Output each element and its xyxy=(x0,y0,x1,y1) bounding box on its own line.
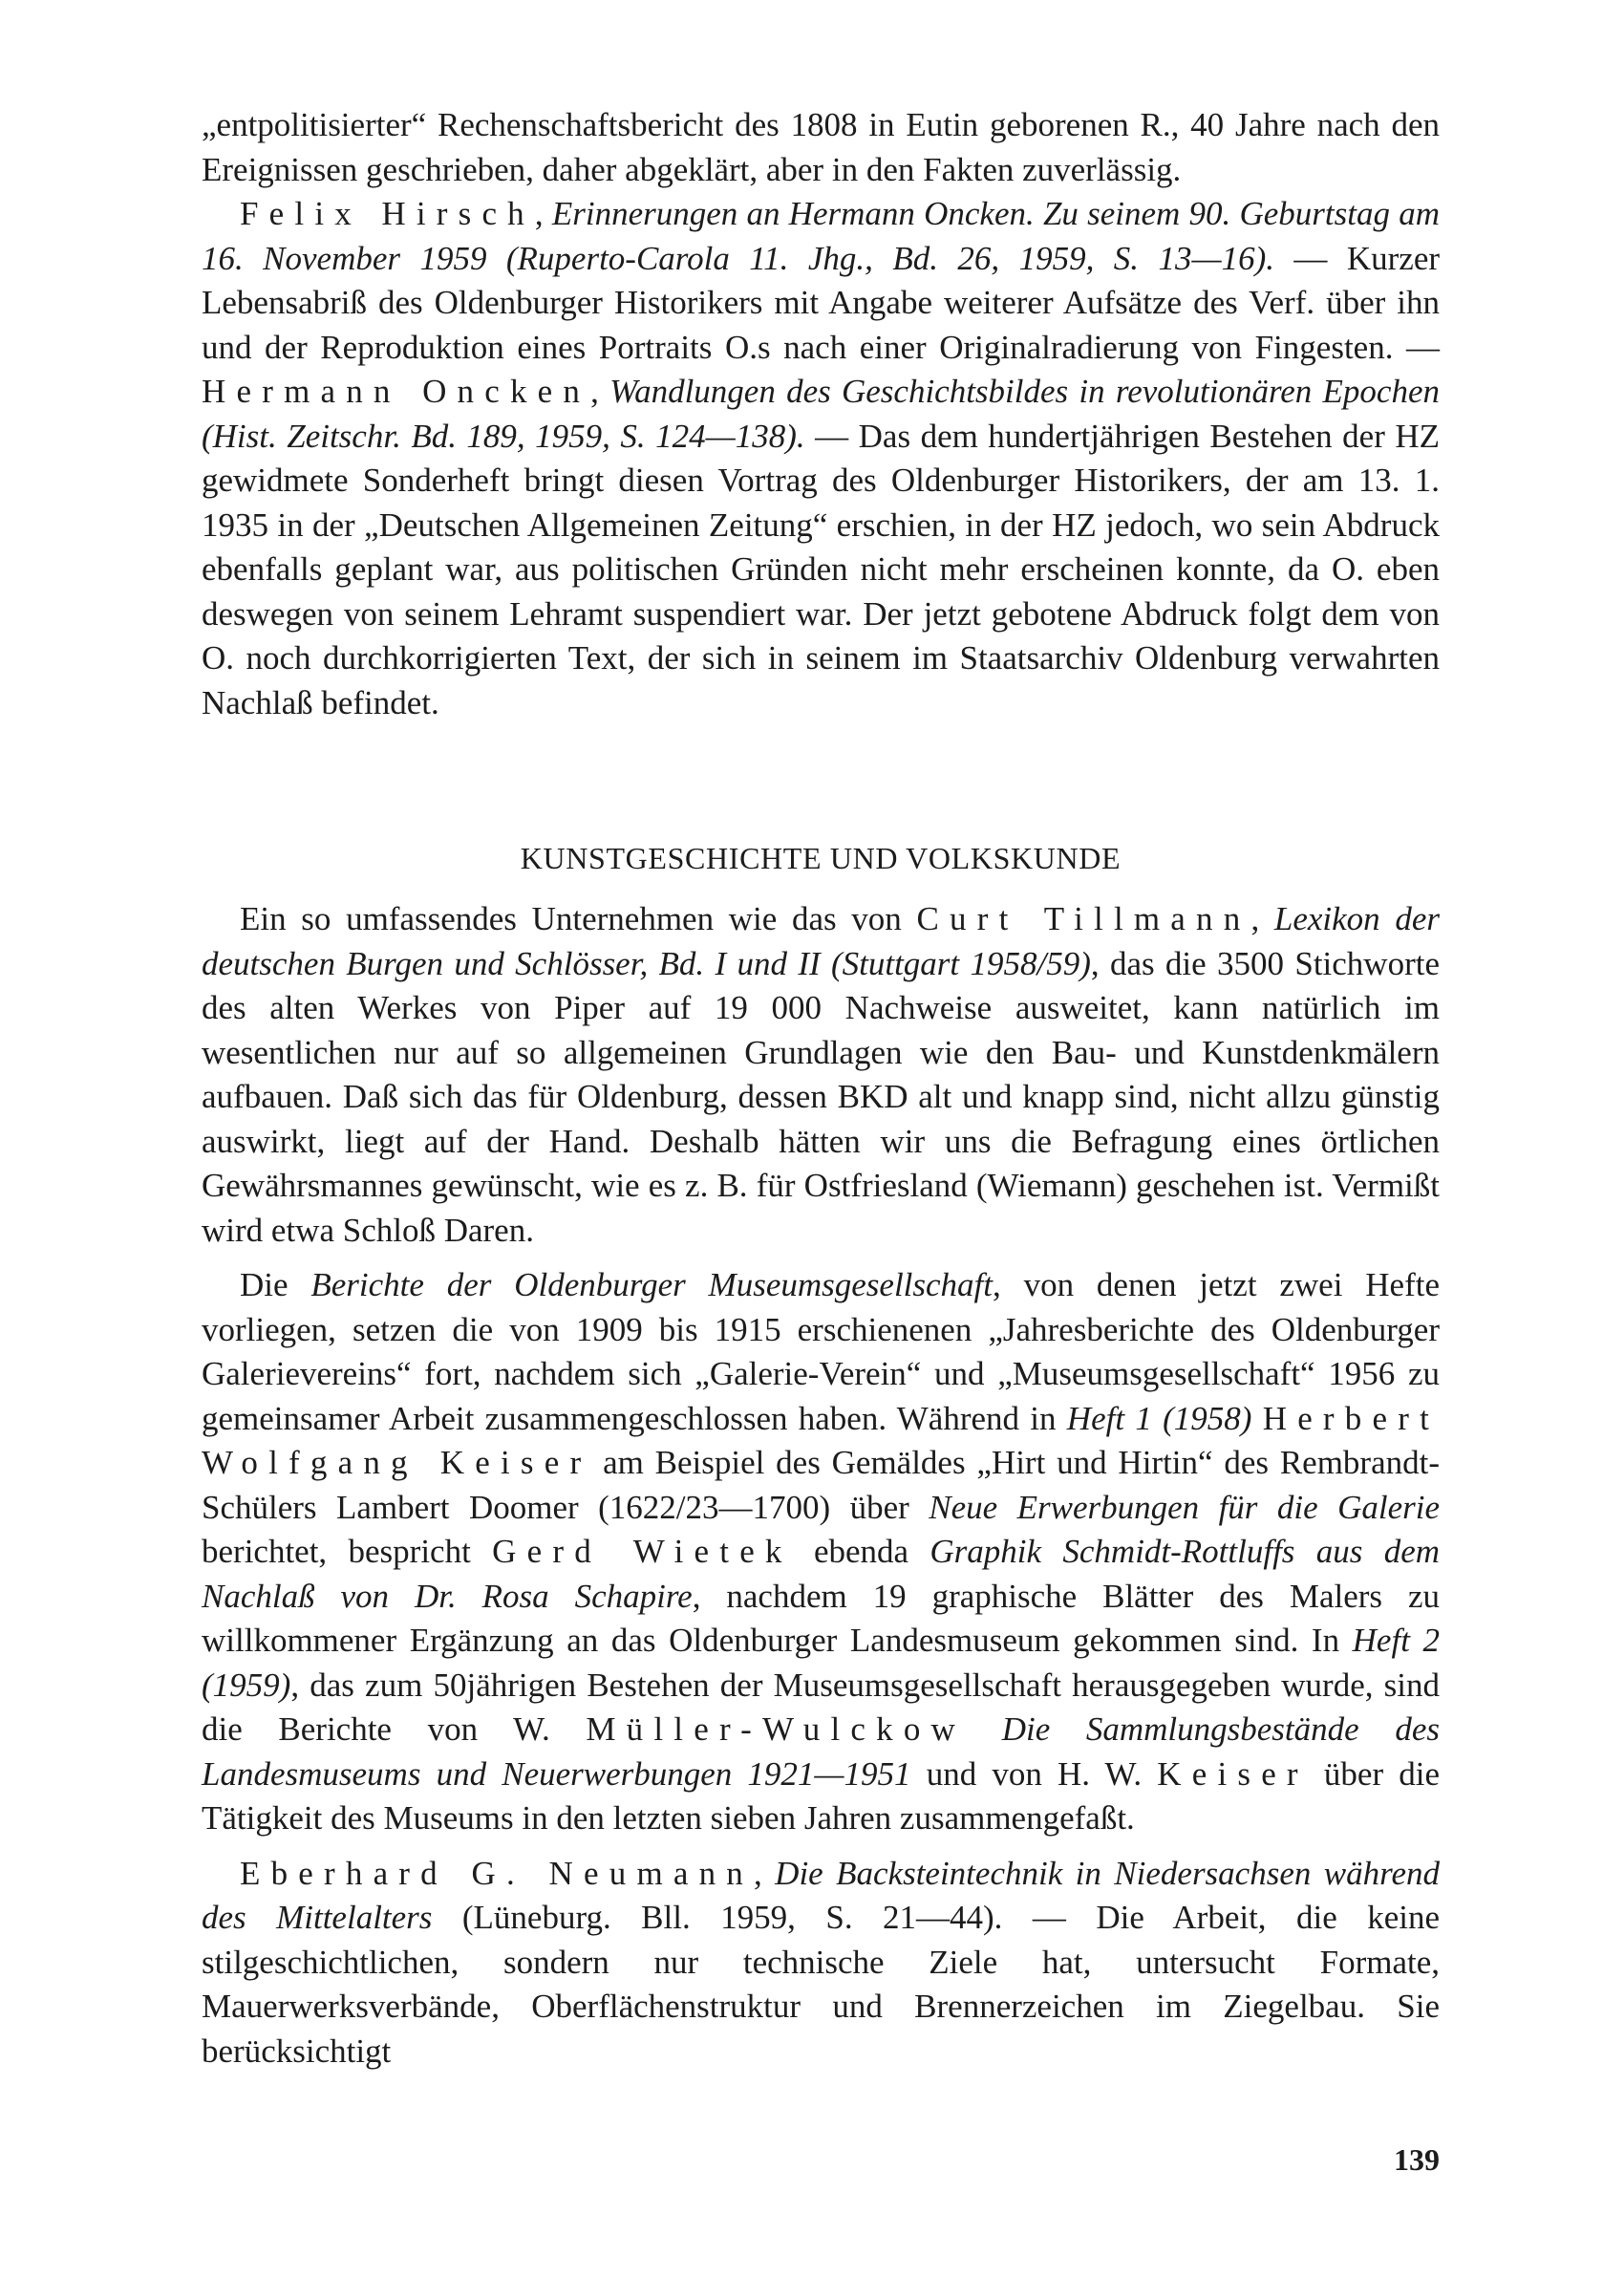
page-body xyxy=(202,103,1440,2074)
author-name: Eberhard G. Neumann xyxy=(240,1854,754,1892)
text-run: berichtet, bespricht xyxy=(202,1533,493,1570)
text-run: , das zum 50jährigen Bestehen der Museumsgesellschaft herausgegeben wurde, sind die Berichte von W. xyxy=(202,1666,1440,1748)
paragraph-tillmann xyxy=(202,897,1440,1253)
text-run: (Lüneburg. Bll. 1959, S. 21—44). — Die Arbeit, die keine stilgeschichtlichen, sondern nur technische Ziele hat, untersucht Formate, Mauerwerksverbände, Oberflächenstruktur und Brennerzeichen im Ziegelbau. Sie berücksichtigt xyxy=(202,1899,1441,2070)
paragraph-museumsgesellschaft xyxy=(202,1263,1440,1841)
work-title: Erinnerungen an Hermann Oncken. Zu seinem 90. Geburtstag am 16. November 1959 (Ruperto-Carola 11. Jhg., Bd. 26, 1959, S. 13—16). xyxy=(202,195,1440,277)
work-title: Berichte der Oldenburger Museumsgesellschaft xyxy=(310,1266,994,1303)
work-title: Die Backsteintechnik in Niedersachsen während des Mittelalters xyxy=(202,1854,1440,1936)
text-run: , xyxy=(754,1854,776,1892)
text-run: — Das dem hundertjährigen Bestehen der HZ gewidmete Sonderheft bringt diesen Vortrag des Oldenburger Historikers, der am 13. 1. 1935 in der „Deutschen Allgemeinen Zeitung“ erschien, in der HZ jedoch, wo sein Abdruck ebenfalls geplant war, aus politischen Gründen nicht mehr erscheinen konnte, da O. eben deswegen von seinem Lehramt suspendiert war. Der jetzt gebotene Abdruck folgt dem von O. noch durchkorrigierten Text, der sich in seinem im Staatsarchiv Oldenburg verwahrten Nachlaß befindet. xyxy=(202,417,1440,721)
work-title: Heft 1 (1958) xyxy=(1066,1399,1252,1437)
text-run: Ein so umfassendes Unternehmen wie das von xyxy=(240,900,917,937)
author-name: Keiser xyxy=(1157,1754,1309,1793)
text-run xyxy=(1251,1400,1262,1437)
paragraph-continuation xyxy=(202,103,1440,192)
text-run: Die xyxy=(240,1266,311,1303)
text-run: „entpolitisierter“ Rechenschaftsbericht des 1808 in Eutin geborenen R., 40 Jahre nach den Ereignissen geschrieben, daher abgeklärt, aber in den Fakten zuverlässig. xyxy=(202,106,1440,188)
text-run: und von H. W. xyxy=(910,1754,1158,1793)
paragraph-hirsch-oncken xyxy=(202,192,1440,725)
work-title: Die Sammlungsbestände des Landesmuseums und Neuerwerbungen 1921—1951 xyxy=(202,1710,1440,1793)
text-run: , xyxy=(1250,900,1274,937)
work-title: Lexikon der deutschen Burgen und Schlösser, Bd. I und II (Stuttgart 1958/59) xyxy=(202,900,1441,982)
text-run: , xyxy=(590,373,610,410)
work-title: Neue Erwerbungen für die Galerie xyxy=(929,1488,1440,1526)
text-run: , das die 3500 Stichworte des alten Werkes von Piper auf 19 000 Nachweise ausweitet, kann natürlich im wesentlichen nur auf so allgemeinen Grundlagen wie den Bau- und Kunstdenkmälern aufbauen. Daß sich das für Oldenburg, dessen BKD alt und knapp sind, nicht allzu günstig auswirkt, liegt auf der Hand. Deshalb hätten wir uns die Befragung eines örtlichen Gewährsmannes gewünscht, wie es z. B. für Ostfriesland (Wiemann) geschehen ist. Vermißt wird etwa Schloß Daren. xyxy=(202,944,1440,1249)
text-run xyxy=(966,1710,1002,1748)
author-name: Müller-Wulckow xyxy=(586,1710,967,1748)
text-run: , xyxy=(534,195,552,232)
author-name: Herbert Wolfgang Keiser xyxy=(202,1399,1440,1481)
paragraph-neumann xyxy=(202,1852,1440,2075)
work-title: Heft 2 (1959) xyxy=(202,1622,1440,1704)
text-run: , von denen jetzt zwei Hefte vorliegen, setzen die von 1909 bis 1915 erschienenen „Jahresberichte des Oldenburger Galerievereins“ fort, nachdem sich „Galerie-Verein“ und „Museumsgesellschaft“ 1956 zu gemeinsamer Arbeit zusammengeschlossen haben. Während in xyxy=(202,1266,1440,1437)
text-run: am Beispiel des Gemäldes „Hirt und Hirtin“ des Rembrandt-Schülers Lambert Doomer (1622/23—1700) über xyxy=(202,1444,1440,1526)
text-run: — Kurzer Lebensabriß des Oldenburger Historikers mit Angabe weiterer Aufsätze des Verf. über ihn und der Reproduktion eines Portraits O.s nach einer Originalradierung von Fingesten. — xyxy=(202,239,1441,366)
author-name: Felix Hirsch xyxy=(240,195,535,232)
page-number: 139 xyxy=(1394,2142,1440,2177)
author-name: Gerd Wietek xyxy=(492,1533,793,1570)
author-name: Hermann Oncken xyxy=(202,373,591,410)
text-run: ebenda xyxy=(792,1533,930,1570)
text-run: , nachdem 19 graphische Blätter des Malers zu willkommener Ergänzung an das Oldenburger Landesmuseum gekommen sind. In xyxy=(202,1577,1440,1659)
work-title: Graphik Schmidt-Rottluffs aus dem Nachlaß von Dr. Rosa Schapire xyxy=(202,1533,1440,1615)
text-run: über die Tätigkeit des Museums in den letzten sieben Jahren zusammengefaßt. xyxy=(202,1754,1441,1837)
author-name: Curt Tillmann xyxy=(916,900,1251,937)
section-heading: KUNSTGESCHICHTE UND VOLKSKUNDE xyxy=(520,841,1122,875)
work-title: Wandlungen des Geschichtsbildes in revolutionären Epochen (Hist. Zeitschr. Bd. 189, 1959, S. 124—138). xyxy=(202,373,1440,455)
